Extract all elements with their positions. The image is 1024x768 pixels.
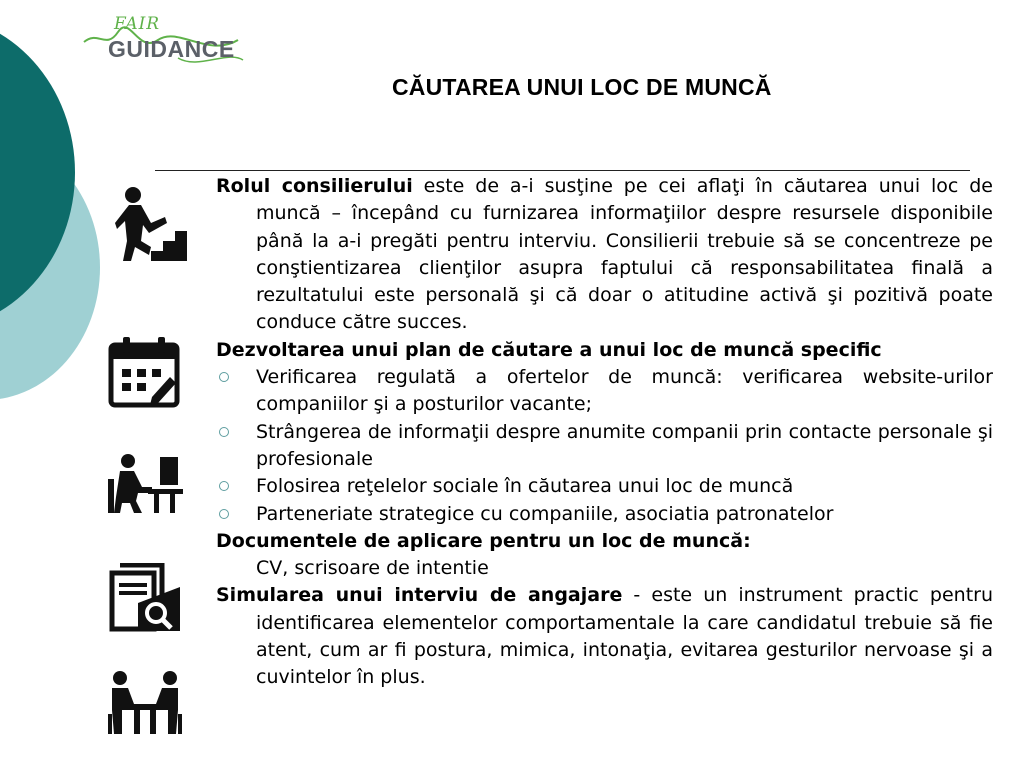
interview-simulation-heading: Simularea unui interviu de angajare: [216, 584, 623, 607]
document-search-icon: [108, 563, 183, 633]
documents-text: CV, scrisoare de intentie: [256, 557, 489, 580]
section-interview-simulation: [216, 582, 993, 691]
section-documents-heading: Documentele de aplicare pentru un loc de muncă:: [216, 529, 751, 552]
list-item: Parteneriate strategice cu companiile, asociatia patronatelor: [216, 501, 993, 528]
section-search-plan-heading: Dezvoltarea unui plan de căutare a unui loc de muncă specific: [216, 338, 882, 361]
list-item: Strângerea de informaţii despre anumite companii prin contacte personale şi profesionale: [216, 419, 993, 474]
fair-guidance-logo: [78, 10, 268, 86]
meeting-table-icon: [108, 670, 183, 736]
calendar-icon: [108, 337, 183, 409]
page-title: CĂUTAREA UNUI LOC DE MUNCĂ: [392, 74, 772, 100]
main-content: [216, 173, 993, 692]
logo-fair-text: FAIR: [114, 14, 161, 34]
list-item: Verificarea regulată a ofertelor de muncă: verificarea website-urilor companiilor şi a posturilor vacante;: [216, 364, 993, 419]
counselor-role-text: este de a-i susţine pe cei aflaţi în căutarea unui loc de muncă – începând cu furnizarea informaţiilor despre resursele disponibile până la a-i pregăti pentru interviu. Consilierii trebuie să se concentreze pe conştientizarea clienţilor asupra faptului că responsabilitatea finală a rezultatului este personală şi că doar o atitudine activă şi pozitivă poate conduce către succes.: [256, 175, 993, 334]
climbing-stairs-icon: [115, 185, 190, 265]
title-divider: [155, 170, 970, 171]
interview-simulation-text: - este un instrument practic pentru identificarea elementelor comportamentale la care candidatul trebuie să fie atent, cum ar fi postura, mimica, intonaţia, evitarea gesturilor nervoase şi a cuvintelor în plus.: [256, 584, 993, 689]
section-counselor-role: [216, 173, 993, 337]
list-item: Folosirea reţelelor sociale în căutarea unui loc de muncă: [216, 473, 993, 500]
search-plan-list: [216, 364, 993, 528]
person-at-computer-icon: [108, 453, 183, 515]
logo-guidance-text: GUIDANCE: [108, 36, 235, 62]
counselor-role-heading: Rolul consilierului: [216, 175, 413, 197]
